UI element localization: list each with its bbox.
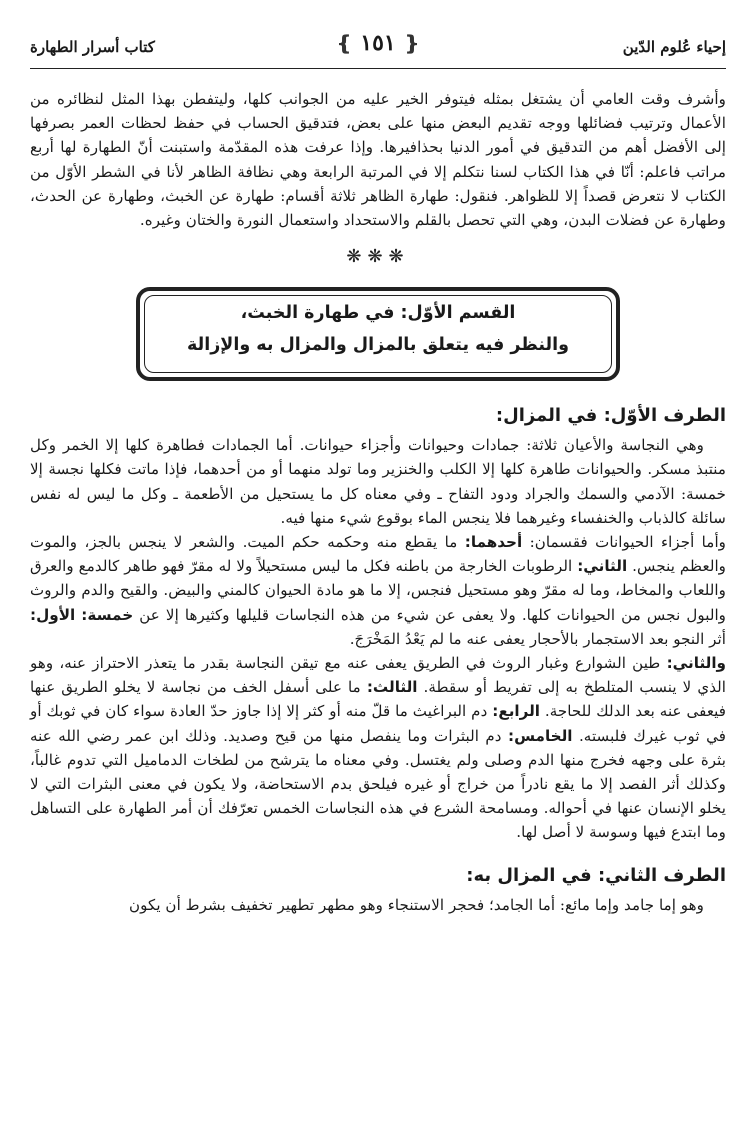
book-page	[30, 28, 726, 1098]
text-run: ما على أسفل الخف من نجاسة لا يخلو الطريق عنها فيعفى عنه بعد الدلك للحاجة.	[30, 678, 727, 721]
text-run: الرطوبات الخارجة من باطنه فكل ما ليس مستحيلاً ولا له مقرّ فهو طاهر كالدمع والعرق واللعاب والمخاط، وما له مقرّ وهو مستحيل فنجس، إلا ما هو مادة الحيوان كالمني والبيض. والقيح والدم والروث والبول نجس من الحيوانات كلها. ولا يعفى عن شيء من هذه النجاسات قليلها وكثيرها إلا عن	[30, 557, 726, 624]
bold-label: والثاني:	[666, 654, 727, 673]
bold-label: الخامس:	[508, 726, 573, 745]
text-run: أثر النجو بعد الاستجمار بالأحجار يعفى عنه ما لم يَعْدُ المَخْرَجَ.	[349, 629, 726, 648]
section-title-line2: والنظر فيه يتعلق بالمزال والمزال به والإزالة	[187, 335, 569, 356]
part1-paragraph-3	[30, 651, 726, 845]
text-run: وأما أجزاء الحيوانات فقسمان:	[529, 533, 726, 552]
bold-label: الثاني:	[577, 557, 628, 576]
intro-paragraph: وأشرف وقت العامي أن يشتغل بمثله فيتوفر الخير عليه من الجوانب كلها، وليتفطن بهذا المثل لنظائره من الأعمال وترتيب فضائلها ووجه تقديم البعض منها على بعض، فتدقيق الحساب في حفظ لحظات العمر بصرفها إلى الأفضل أهم من التدقيق في أمور الدنيا بحذافيرها. وإذا عرفت هذه المقدّمة واستبنت أنّ الطهارة لها أربع مراتب فاعلم: أنّا في هذا الكتاب لسنا نتكلم إلا في المرتبة الرابعة وهي نظافة الظاهر لأنا في الشطر الأوّل من الكتاب لا نتعرض قصداً إلا للظواهر. فنقول: طهارة الظاهر ثلاثة أقسام: طهارة عن الخبث، وطهارة عن الحدث، وطهارة عن فضلات البدن، وهي التي تحصل بالقلم والاستحداد واستعمال النورة والختان وغيره.	[30, 90, 726, 230]
chapter-title: كتاب أسرار الطهارة	[30, 38, 155, 56]
page-header	[30, 28, 726, 69]
page-number-text: ١٥١	[360, 30, 396, 56]
section-title-line1: القسم الأوّل: في طهارة الخبث،	[240, 303, 516, 324]
part1-paragraph-1: وهي النجاسة والأعيان ثلاثة: جمادات وحيوانات وأجزاء حيوانات. أما الجمادات فطاهرة كلها إلا الخمر وكل منتبذ مسكر. والحيوانات طاهرة كلها إلا الكلب والخنزير وما تولد منهما أو من أحدهما، فإذا ماتت فكلها نجسة إلا خمسة: الآدمي والسمك والجراد ودود التفاح ـ وفي معناه كل ما يستحيل من الأطعمة ـ وكل ما ليس له نفس سائلة كالذباب والخنفساء وغيرهما فلا ينجس الماء بوقوع شيء منها فيه.	[30, 436, 726, 527]
text-run: ما يقطع منه وحكمه حكم الميت. والشعر لا ينجس بالجز، والموت والعظم ينجس.	[30, 533, 726, 576]
bold-label: الثالث:	[366, 678, 418, 697]
part2-paragraph-1: وهو إما جامد وإما مائع: أما الجامد؛ فحجر الاستنجاء وهو مطهر تطهير تخفيف بشرط أن يكون	[128, 895, 704, 914]
bold-label: أحدهما:	[464, 533, 523, 552]
bold-label: الأول:	[30, 605, 76, 624]
bold-label: الرابع:	[492, 702, 540, 721]
text-run: طين الشوارع وغبار الروث في الطريق يعفى عنه مع تيقن النجاسة بقدر ما يتعذر الاحتراز عنه، وهو الذي لا ينسب المتلطخ به إلى تفريط أو سقطة.	[30, 654, 727, 697]
part1-heading: الطرف الأوّل: في المزال:	[495, 405, 726, 427]
text-run: دم البراغيث ما قلّ منه أو كثر إلا إذا جاوز حدّ العادة سواء كان في ثوبك أو في ثوب غيرك فلبسته.	[30, 702, 727, 745]
book-title: إحياء عُلوم الدّين	[622, 38, 726, 56]
bold-label: خمسة:	[81, 605, 134, 624]
section-title-box	[136, 287, 620, 381]
text-run: دم البثرات وما ينفصل منها من قيح وصديد. وذلك ابن عمر رضي الله عنه بثرة على وجهه فخرج منها الدم وصلى ولم يغتسل. وفي معناه ما يترشح من لطخات الدماميل التي تدوم غالباً، وكذلك أثر الفصد إلا ما يقع نادراً من خراج أو غيره فيلحق بدم الاستحاضة، ولا يكون في معنى البثرات التي لا يخلو الإنسان عنها في أحواله. ومسامحة الشرع في هذه النجاسات الخمس تعرّفك أن أمر الطهارة على التساهل وما ابتدع فيها وسوسة لا أصل لها.	[30, 726, 726, 842]
page-number	[336, 30, 420, 56]
right-bracket-ornament-icon: ❵	[335, 31, 353, 55]
section-separator-stars: ❋❋❋	[346, 246, 410, 268]
left-bracket-ornament-icon: ❴	[403, 31, 421, 55]
part2-heading: الطرف الثاني: في المزال به:	[466, 864, 726, 886]
part1-paragraph-2	[30, 530, 726, 651]
